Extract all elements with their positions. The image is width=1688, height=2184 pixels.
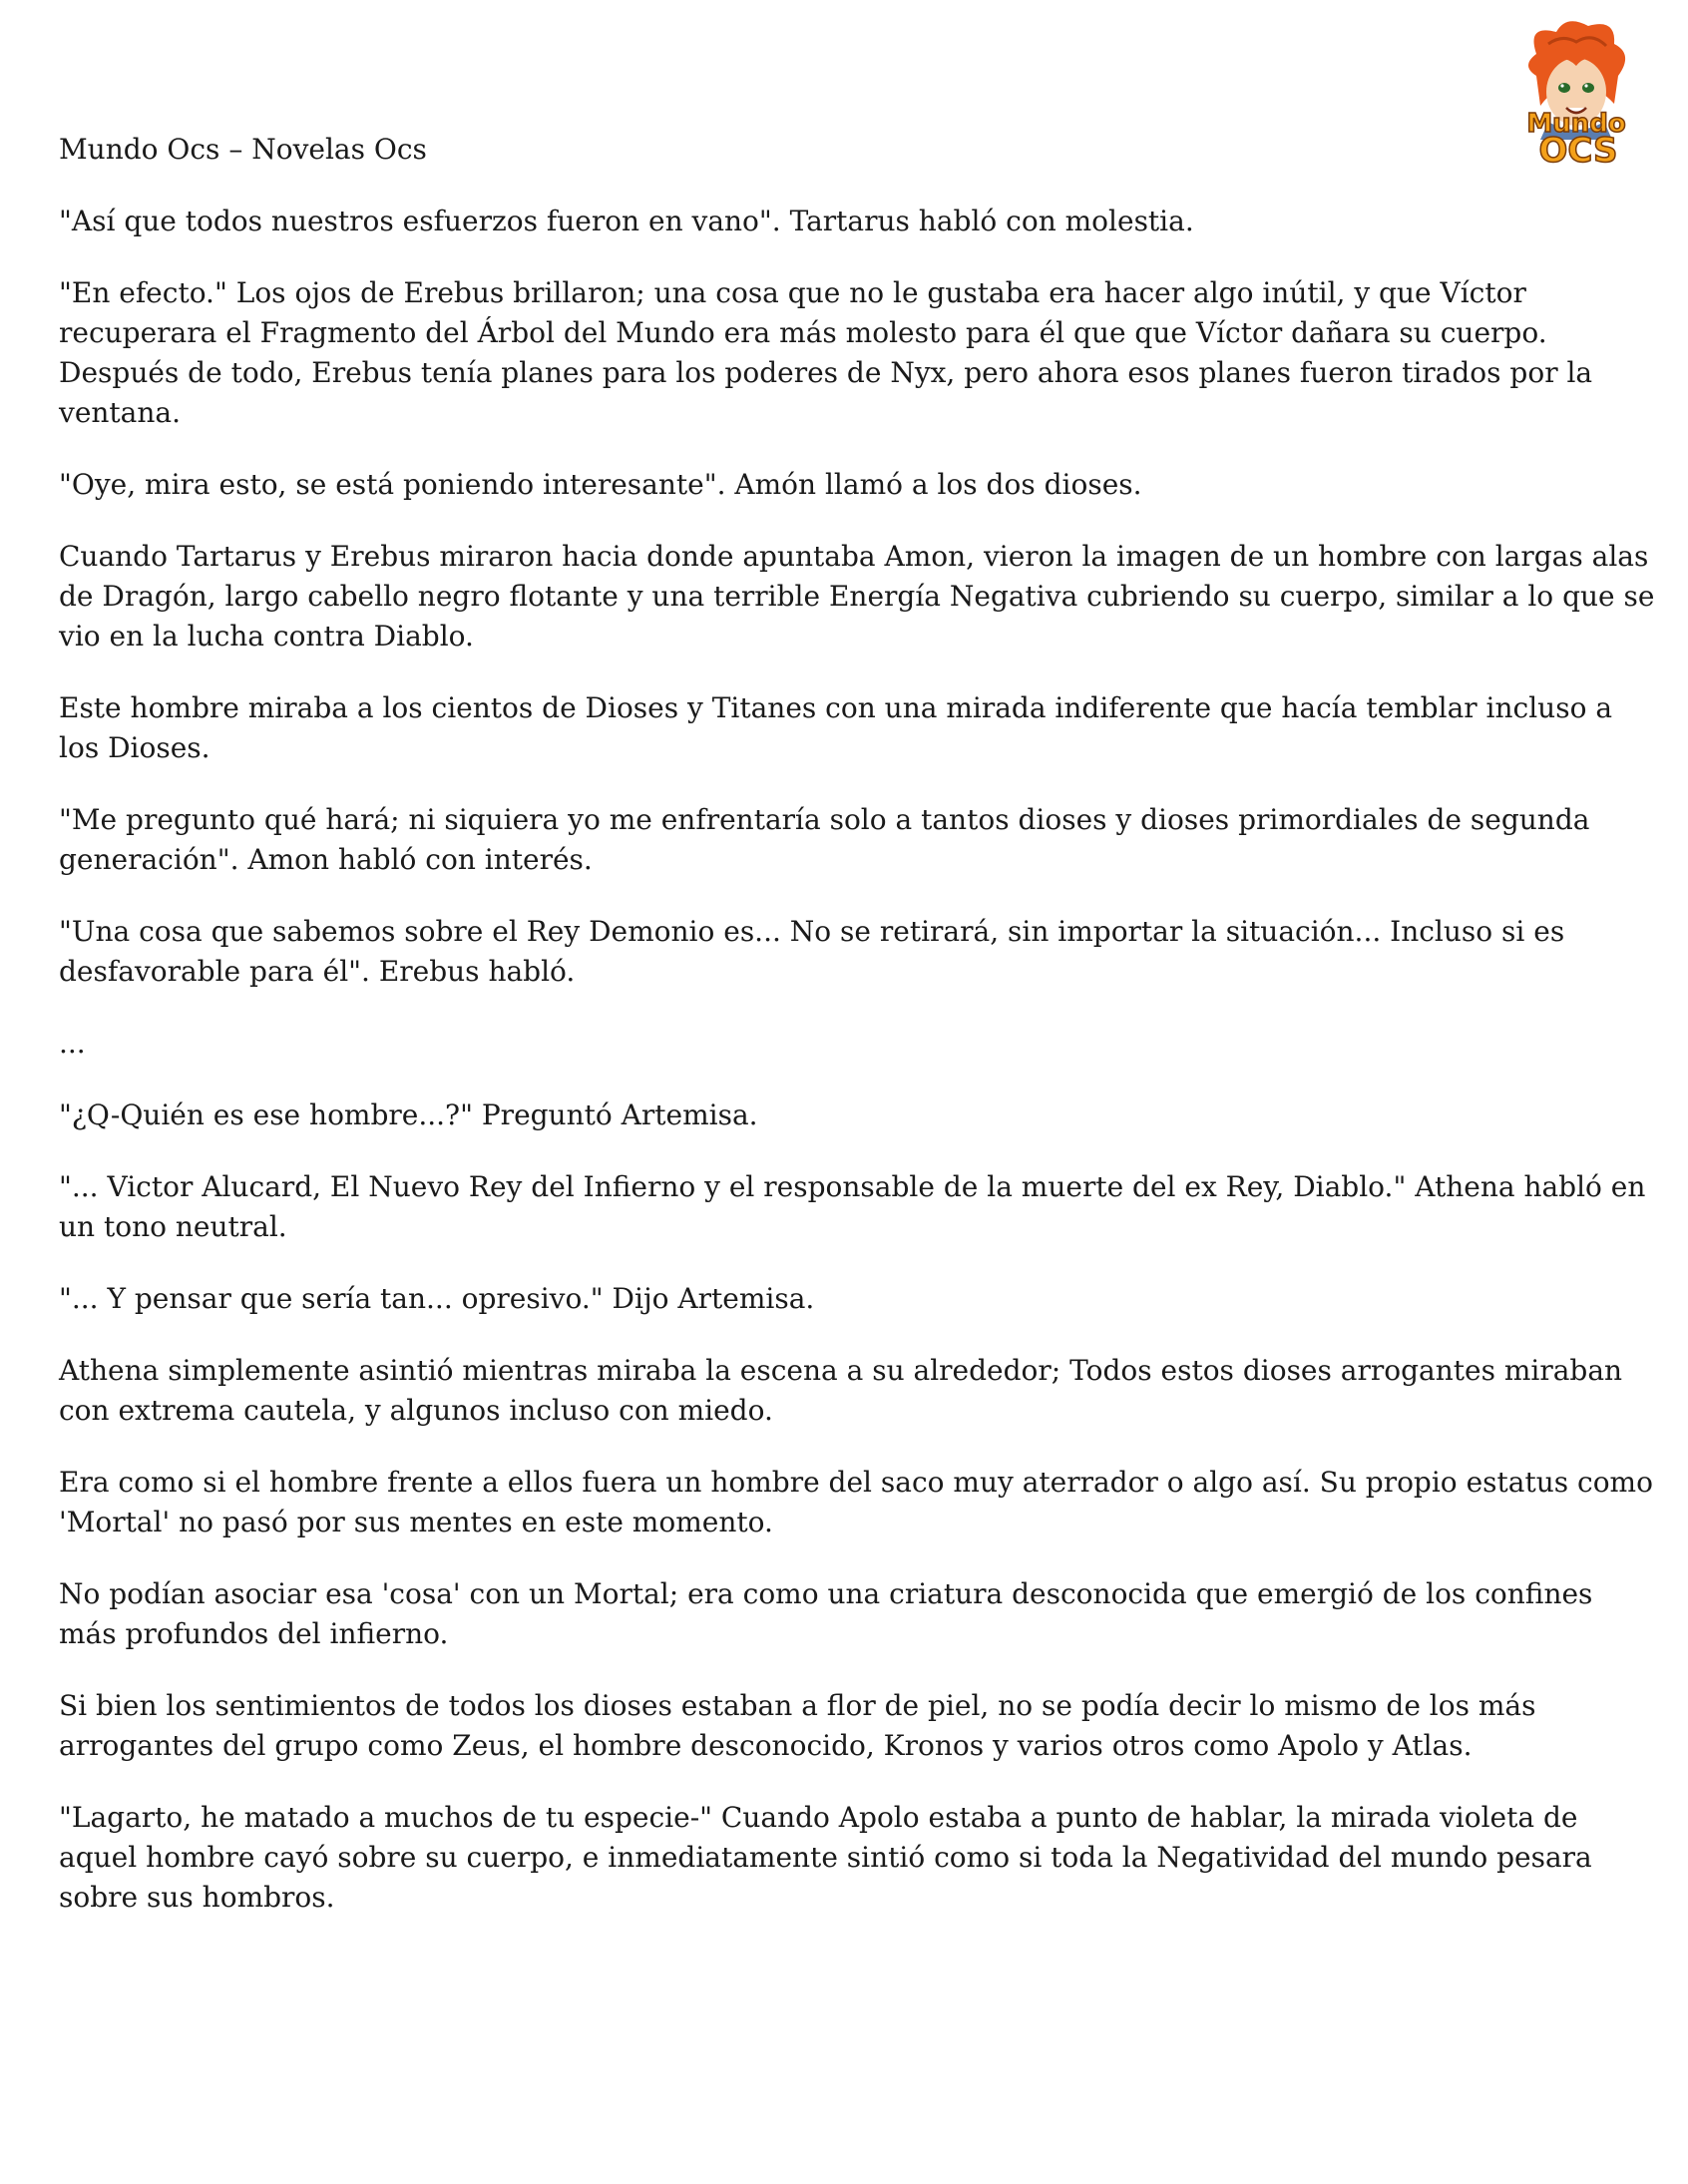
paragraph: No podían asociar esa 'cosa' con un Mortal; era como una criatura desconocida que emergió de los confines más profundos del infierno. xyxy=(59,1577,1593,1650)
paragraph: Athena simplemente asintió mientras miraba la escena a su alrededor; Todos estos dioses arrogantes miraban con extrema cautela, y algunos incluso con miedo. xyxy=(59,1354,1623,1427)
paragraph: ... xyxy=(59,1027,86,1060)
paragraph: "Así que todos nuestros esfuerzos fueron en vano". Tartarus habló con molestia. xyxy=(59,205,1194,237)
paragraph: "Me pregunto qué hará; ni siquiera yo me enfrentaría solo a tantos dioses y dioses primordiales de segunda generación". Amon habló con interés. xyxy=(59,803,1590,876)
paragraph: "¿Q-Quién es ese hombre...?" Preguntó Artemisa. xyxy=(59,1098,758,1131)
paragraph: "En efecto." Los ojos de Erebus brillaron; una cosa que no le gustaba era hacer algo inútil, y que Víctor recuperara el Fragmento del Árbol del Mundo era más molesto para él que que Víctor dañara su cuerpo. Después de todo, Erebus tenía planes para los poderes de Nyx, pero ahora esos planes fueron tirados por la ventana. xyxy=(59,276,1593,429)
paragraph: "Lagarto, he matado a muchos de tu especie-" Cuando Apolo estaba a punto de hablar, la mirada violeta de aquel hombre cayó sobre su cuerpo, e inmediatamente sintió como si toda la Negatividad del mundo pesara sobre sus hombros. xyxy=(59,1801,1592,1914)
paragraph: Cuando Tartarus y Erebus miraron hacia donde apuntaba Amon, vieron la imagen de un hombre con largas alas de Dragón, largo cabello negro flotante y una terrible Energía Negativa cubriendo su cuerpo, similar a lo que se vio en la lucha contra Diablo. xyxy=(59,540,1655,653)
paragraph: "... Y pensar que sería tan... opresivo." Dijo Artemisa. xyxy=(59,1282,815,1315)
paragraph: Era como si el hombre frente a ellos fuera un hombre del saco muy aterrador o algo así. Su propio estatus como 'Mortal' no pasó por sus mentes en este momento. xyxy=(59,1466,1653,1538)
document-body xyxy=(59,130,1655,1950)
paragraph: Si bien los sentimientos de todos los dioses estaban a flor de piel, no se podía decir lo mismo de los más arrogantes del grupo como Zeus, el hombre desconocido, Kronos y varios otros como Apolo y Atlas. xyxy=(59,1689,1536,1762)
paragraph: "... Victor Alucard, El Nuevo Rey del Infierno y el responsable de la muerte del ex Rey, Diablo." Athena habló en un tono neutral. xyxy=(59,1170,1646,1243)
logo-text-bottom: OCS xyxy=(1538,131,1618,171)
paragraph: "Oye, mira esto, se está poniendo interesante". Amón llamó a los dos dioses. xyxy=(59,468,1142,501)
paragraph: "Una cosa que sabemos sobre el Rey Demonio es... No se retirará, sin importar la situación... Incluso si es desfavorable para él". Erebus habló. xyxy=(59,915,1565,988)
document-header: Mundo Ocs – Novelas Ocs xyxy=(59,133,427,166)
logo-text-top: Mundo xyxy=(1526,109,1626,139)
paragraph: Este hombre miraba a los cientos de Dioses y Titanes con una mirada indiferente que hacía temblar incluso a los Dioses. xyxy=(59,691,1613,764)
